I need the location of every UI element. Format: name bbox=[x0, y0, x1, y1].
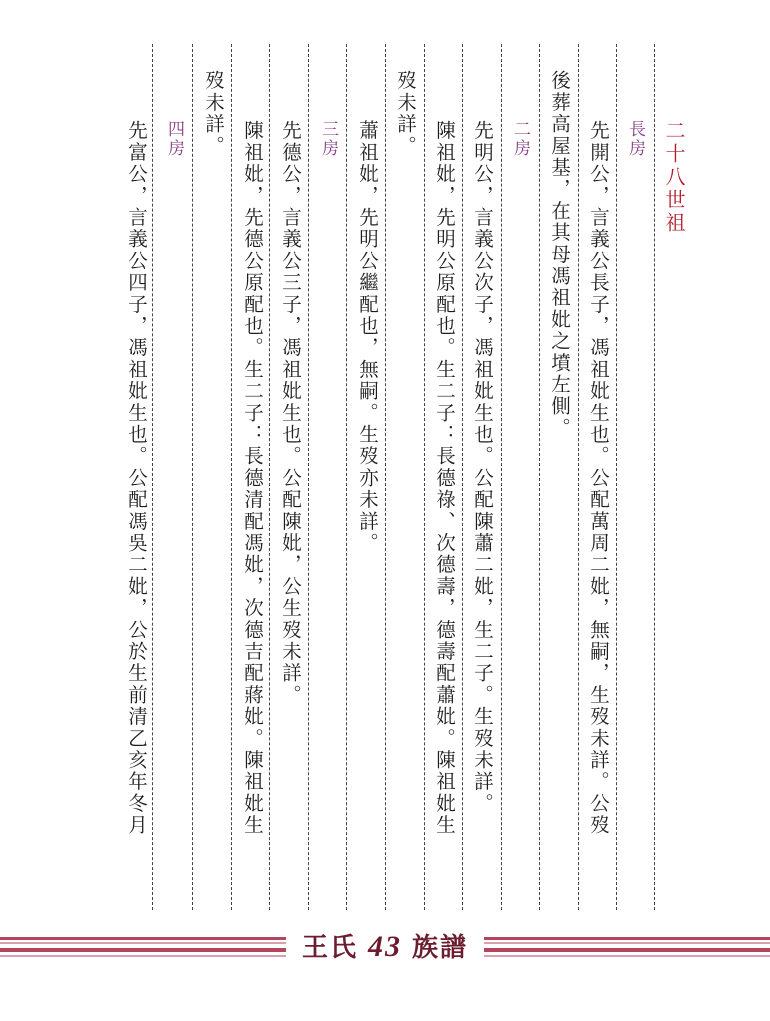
footer-title-suffix: 族譜 bbox=[404, 933, 476, 963]
footer-volume-number: 43 bbox=[368, 930, 402, 963]
text-column: 蕭祖妣，先明公繼配也，無嗣。生歿亦未詳。 bbox=[356, 120, 379, 554]
column-divider bbox=[424, 44, 425, 910]
column-divider bbox=[308, 44, 309, 910]
footer-title-prefix: 王氏 bbox=[294, 933, 366, 963]
text-column: 歿未詳。 bbox=[202, 70, 225, 157]
column-divider bbox=[654, 44, 655, 910]
text-column: 歿未詳。 bbox=[394, 70, 417, 157]
column-divider bbox=[616, 44, 617, 910]
column-divider bbox=[269, 44, 270, 910]
column-divider bbox=[152, 44, 153, 910]
column-divider bbox=[539, 44, 540, 910]
text-column: 先富公，言義公四子，馮祖妣生也。公配馮吳二妣，公於生前清乙亥年冬月 bbox=[125, 120, 148, 837]
column-divider bbox=[231, 44, 232, 910]
text-column: 先明公，言義公次子，馮祖妣生也。公配陳蕭二妣，生二子。生歿未詳。 bbox=[471, 120, 494, 815]
footer-title-box bbox=[286, 930, 484, 963]
footer-title bbox=[0, 929, 770, 966]
column-divider bbox=[578, 44, 579, 910]
text-column: 陳祖妣，先明公原配也。生二子：長德祿、次德壽，德壽配蕭妣。陳祖妣生 bbox=[433, 120, 456, 837]
column-divider bbox=[462, 44, 463, 910]
text-column: 先德公，言義公三子，馮祖妣生也。公配陳妣，公生歿未詳。 bbox=[279, 120, 302, 706]
section-label-first-branch: 長房 bbox=[625, 120, 645, 158]
column-divider bbox=[192, 44, 193, 910]
section-label-second-branch: 二房 bbox=[510, 120, 530, 158]
text-column: 先開公，言義公長子，馮祖妣生也。公配萬周二妣，無嗣，生歿未詳。公歿 bbox=[587, 120, 610, 837]
section-label-fourth-branch: 四房 bbox=[164, 120, 184, 158]
text-column: 陳祖妣，先德公原配也。生二子：長德清配馮妣，次德吉配蔣妣。陳祖妣生 bbox=[241, 120, 264, 837]
column-divider bbox=[385, 44, 386, 910]
column-divider bbox=[346, 44, 347, 910]
column-divider bbox=[501, 44, 502, 910]
text-column: 後葬高屋基，在其母馮祖妣之墳左側。 bbox=[548, 70, 571, 439]
section-label-third-branch: 三房 bbox=[318, 120, 338, 158]
generation-heading: 二十八世祖 bbox=[662, 120, 686, 235]
